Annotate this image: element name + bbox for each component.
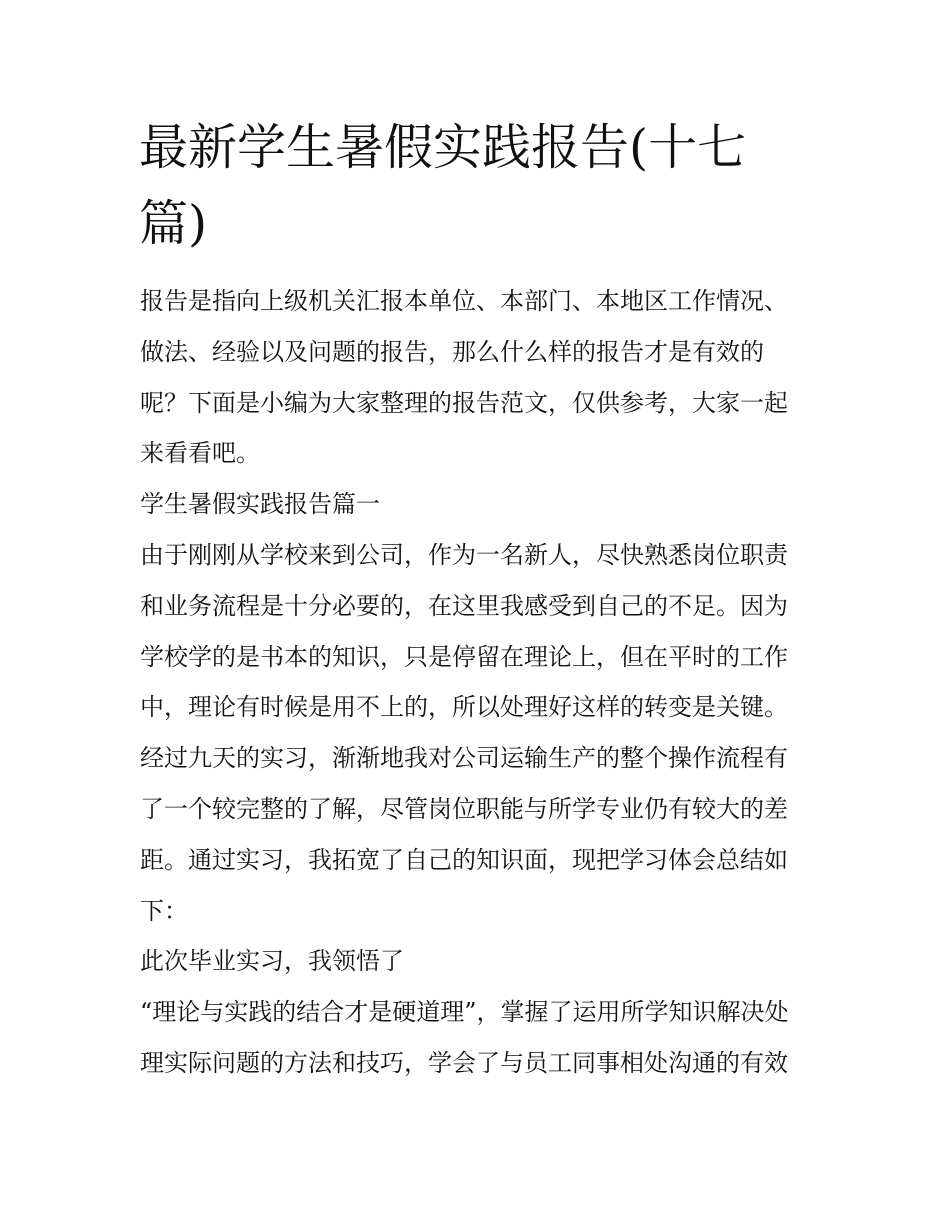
- intro-line: 来看看吧。: [140, 439, 260, 468]
- paragraph-line: 经过九天的实习，渐渐地我对公司运输生产的整个操作流程有: [140, 744, 788, 773]
- paragraph-line: 由于刚刚从学校来到公司，作为一名新人，尽快熟悉岗位职责: [140, 540, 788, 569]
- paragraph-line: 学校学的是书本的知识，只是停留在理论上，但在平时的工作: [140, 642, 788, 671]
- intro-line: 报告是指向上级机关汇报本单位、本部门、本地区工作情况、: [140, 287, 788, 315]
- document-title: [139, 110, 799, 262]
- document-body: [140, 276, 820, 1089]
- intro-line: 呢？下面是小编为大家整理的报告范文，仅供参考，大家一起: [140, 388, 788, 417]
- paragraph-line: 和业务流程是十分必要的，在这里我感受到自己的不足。因为: [140, 591, 788, 620]
- intro-line: 做法、经验以及问题的报告，那么什么样的报告才是有效的: [140, 337, 764, 366]
- paragraph-line: 下：: [140, 896, 188, 925]
- paragraph-line: “理论与实践的结合才是硬道理”，掌握了运用所学知识解决处: [140, 998, 789, 1027]
- title-line: 篇): [139, 195, 208, 252]
- section-heading: 学生暑假实践报告篇一: [140, 490, 380, 519]
- title-line: 最新学生暑假实践报告(十七: [139, 119, 747, 176]
- paragraph-line: 理实际问题的方法和技巧，学会了与员工同事相处沟通的有效: [140, 1048, 788, 1077]
- paragraph-line: 距。通过实习，我拓宽了自己的知识面，现把学习体会总结如: [140, 845, 788, 874]
- paragraph-line: 中，理论有时候是用不上的，所以处理好这样的转变是关键。: [140, 693, 788, 722]
- paragraph-line: 了一个较完整的了解，尽管岗位职能与所学专业仍有较大的差: [140, 794, 788, 823]
- paragraph-line: 此次毕业实习，我领悟了: [140, 947, 404, 976]
